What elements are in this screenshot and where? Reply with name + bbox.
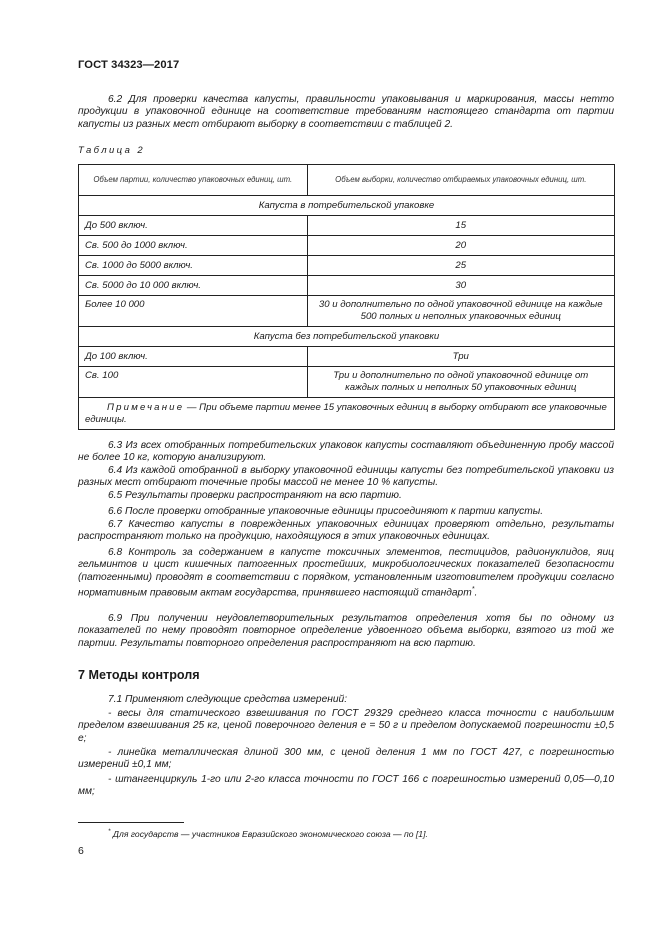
document-header: ГОСТ 34323—2017 — [78, 59, 180, 71]
paragraph-6-5: 6.5 Результаты проверки распространяют на всю партию. — [108, 490, 402, 501]
footnote: * Для государств — участников Евразийского экономического союза — по [1]. — [108, 828, 428, 839]
table-cell-sample: Три — [307, 347, 614, 367]
paragraph-6-9: 6.9 При получении неудовлетворительных результатов определения хотя бы по одному из показателей по нему проводят повторное определение удвоенного объема выборки, взятого из той же партии. Результаты повторного определения распространяют на всю партию. — [78, 613, 614, 649]
paragraph-6-4: 6.4 Из каждой отобранной в выборку упаковочной единицы капусты без потребительской упаковки из разных мест отбирают точечные пробы массой не менее 10 % капусты. — [78, 465, 614, 489]
paragraph-6-2: 6.2 Для проверки качества капусты, правильности упаковывания и маркирования, массы нетто продукции в упаковочной единице на соответствие требованиям настоящего стандарта от партии капусты из разных мест отбирают выборку в соответствии с таблицей 2. — [78, 94, 614, 130]
table-caption: Таблица 2 — [78, 145, 145, 156]
table-cell-sample: 20 — [307, 236, 614, 256]
table-cell-sample: 25 — [307, 256, 614, 276]
footnote-mark: * — [108, 828, 111, 835]
table-cell-lot: Св. 5000 до 10 000 включ. — [79, 276, 308, 296]
footnote-divider — [78, 822, 184, 823]
paragraph-6-6: 6.6 После проверки отобранные упаковочные единицы присоединяют к партии капусты. — [108, 506, 544, 517]
section-title: 7 Методы контроля — [78, 668, 200, 682]
table-cell-sample: Три и дополнительно по одной упаковочной единице от каждых полных и неполных 50 упаковочных единиц — [307, 367, 614, 398]
table-header-sample: Объем выборки, количество отбираемых упаковочных единиц, шт. — [307, 165, 614, 196]
paragraph-7-1: 7.1 Применяют следующие средства измерений: — [108, 694, 348, 705]
table-cell-sample: 15 — [307, 216, 614, 236]
paragraph-6-8: 6.8 Контроль за содержанием в капусте токсичных элементов, пестицидов, радионуклидов, яиц гельминтов и цист кишечных патогенных простейших, микробиологических показателей безопасности (патогенными) проводят в соответствии с порядком, установленным изготовителем продукции согласно нормативным правовым актам государства, принявшего настоящий стандарт*. — [78, 547, 614, 599]
table-note — [79, 398, 615, 430]
table-cell-sample: 30 — [307, 276, 614, 296]
table-cell-lot: Св. 100 — [79, 367, 308, 398]
table-header-lot: Объем партии, количество упаковочных единиц, шт. — [79, 165, 308, 196]
table-cell-lot: До 100 включ. — [79, 347, 308, 367]
page-number: 6 — [78, 845, 84, 857]
paragraph-6-3: 6.3 Из всех отобранных потребительских упаковок капусты составляют объединенную пробу массой не более 10 кг, которую анализируют. — [78, 440, 614, 464]
table-cell-sample: 30 и дополнительно по одной упаковочной единице на каждые 500 полных и неполных упаковочных единиц — [307, 296, 614, 327]
list-item: - линейка металлическая длиной 300 мм, с ценой деления 1 мм по ГОСТ 427, с погрешностью измерений ±0,1 мм; — [78, 747, 614, 771]
paragraph-6-7: 6.7 Качество капусты в поврежденных упаковочных единицах проверяют отдельно, результаты распространяют только на продукцию, находящуюся в этих упаковочных единицах. — [78, 519, 614, 543]
list-item: - весы для статического взвешивания по ГОСТ 29329 среднего класса точности с наибольшим пределом взвешивания 25 кг, ценой поверочного деления e = 50 г и пределом допускаемой погрешности ±0,5 е; — [78, 708, 614, 744]
list-item: - штангенциркуль 1-го или 2-го класса точности по ГОСТ 166 с погрешностью измерений 0,05—0,10 мм; — [78, 774, 614, 798]
table-cell-lot: Св. 500 до 1000 включ. — [79, 236, 308, 256]
sampling-table — [78, 164, 615, 430]
table-cell-lot: До 500 включ. — [79, 216, 308, 236]
note-text: — При объеме партии менее 15 упаковочных единиц в выборку отбирают все упаковочные единицы. — [85, 401, 607, 425]
table-cell-lot: Более 10 000 — [79, 296, 308, 327]
footnote-reference: * — [471, 585, 475, 593]
group-title-packaged: Капуста в потребительской упаковке — [79, 196, 615, 216]
note-label: Примечание — [107, 401, 185, 413]
table-cell-lot: Св. 1000 до 5000 включ. — [79, 256, 308, 276]
group-title-unpackaged: Капуста без потребительской упаковки — [79, 327, 615, 347]
